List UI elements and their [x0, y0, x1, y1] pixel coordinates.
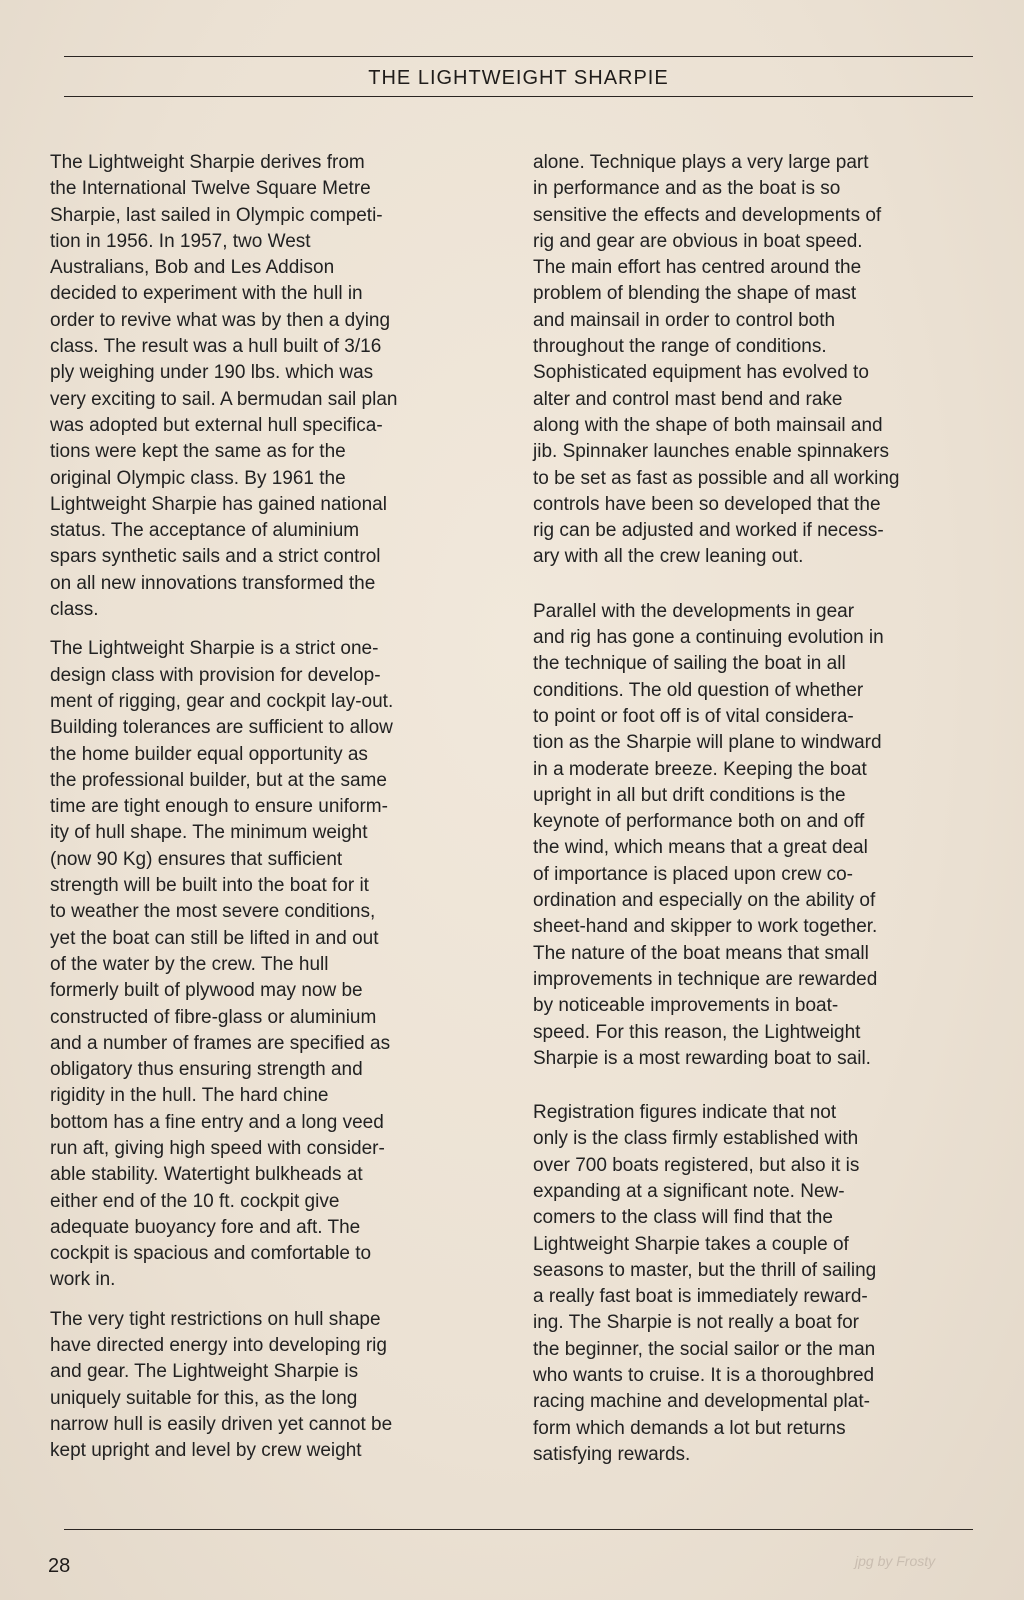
- scan-credit: jpg by Frosty: [855, 1553, 936, 1569]
- right-paragraph-3: Registration figures indicate that not only is the class firmly established with over 700 boats registered, but also it is expanding at a significant note. New- comers to the class will find that the Lightweight Sharpie takes a couple of seasons to master, but the thrill of sailing a really fast boat is immediately reward- ing. The Sharpie is not really a boat for the beginner, the social sailor or the man who wants to cruise. It is a thoroughbred racing machine and developmental plat- form which demands a lot but returns satisfying rewards.: [533, 1102, 877, 1465]
- page-number: 28: [48, 1555, 71, 1577]
- header-bottom-rule: [64, 96, 973, 97]
- right-paragraph-2: Parallel with the developments in gear and rig has gone a continuing evolution in the technique of sailing the boat in all conditions. The old question of whether to point or foot off is of vital considera- tion as the Sharpie will plane to windward in a moderate breeze. Keeping the boat upright in all but drift conditions is the keynote of performance both on and off the wind, which means that a great deal of importance is placed upon crew co- ordination and especially on the ability of sheet-hand and skipper to work together. The nature of the boat means that small improvements in technique are rewarded by noticeable improvements in boat- speed. For this reason, the Lightweight Sharpie is a most rewarding boat to sail.: [533, 600, 884, 1069]
- right-paragraph-1: alone. Technique plays a very large part in performance and as the boat is so sensitive the effects and developments of rig and gear are obvious in boat speed. The main effort has centred around the problem of blending the shape of mast and mainsail in order to control both throughout the range of conditions. Sophisticated equipment has evolved to alter and control mast bend and rake along with the shape of both mainsail and jib. Spinnaker launches enable spinnakers to be set as fast as possible and all working controls have been so developed that the rig can be adjusted and worked if necess- ary with all the crew leaning out.: [533, 152, 900, 568]
- right-column: [533, 150, 953, 1496]
- left-paragraph-2: The Lightweight Sharpie is a strict one- design class with provision for develop- ment of rigging, gear and cockpit lay-out. Building tolerances are sufficient to allow the home builder equal opportunity as the professional builder, but at the same time are tight enough to ensure uniform- ity of hull shape. The minimum weight (now 90 Kg) ensures that sufficient strength will be built into the boat for it to weather the most severe conditions, yet the boat can still be lifted in and out of the water by the crew. The hull formerly built of plywood may now be constructed of fibre-glass or aluminium and a number of frames are specified as obligatory thus ensuring strength and rigidity in the hull. The hard chine bottom has a fine entry and a long veed run aft, giving high speed with consider- able stability. Watertight bulkheads at either end of the 10 ft. cockpit give adequate buoyancy fore and aft. The cockpit is spacious and comfortable to work in.: [50, 638, 394, 1291]
- left-paragraph-1: The Lightweight Sharpie derives from the International Twelve Square Metre Sharpie, last sailed in Olympic competi- tion in 1956. In 1957, two West Australians, Bob and Les Addison decided to experiment with the hull in order to revive what was by then a dying class. The result was a hull built of 3/16 ply weighing under 190 lbs. which was very exciting to sail. A bermudan sail plan was adopted but external hull specifica- tions were kept the same as for the original Olympic class. By 1961 the Lightweight Sharpie has gained national status. The acceptance of aluminium spars synthetic sails and a strict control on all new innovations transformed the class.: [50, 152, 398, 621]
- running-head-title: THE LIGHTWEIGHT SHARPIE: [368, 67, 669, 89]
- header-top-rule: [64, 56, 973, 57]
- left-paragraph-3: The very tight restrictions on hull shape have directed energy into developing rig and gear. The Lightweight Sharpie is uniquely suitable for this, as the long narrow hull is easily driven yet cannot be kept upright and level by crew weight: [50, 1308, 393, 1462]
- footer-rule: [64, 1529, 973, 1530]
- left-column: [50, 150, 470, 1478]
